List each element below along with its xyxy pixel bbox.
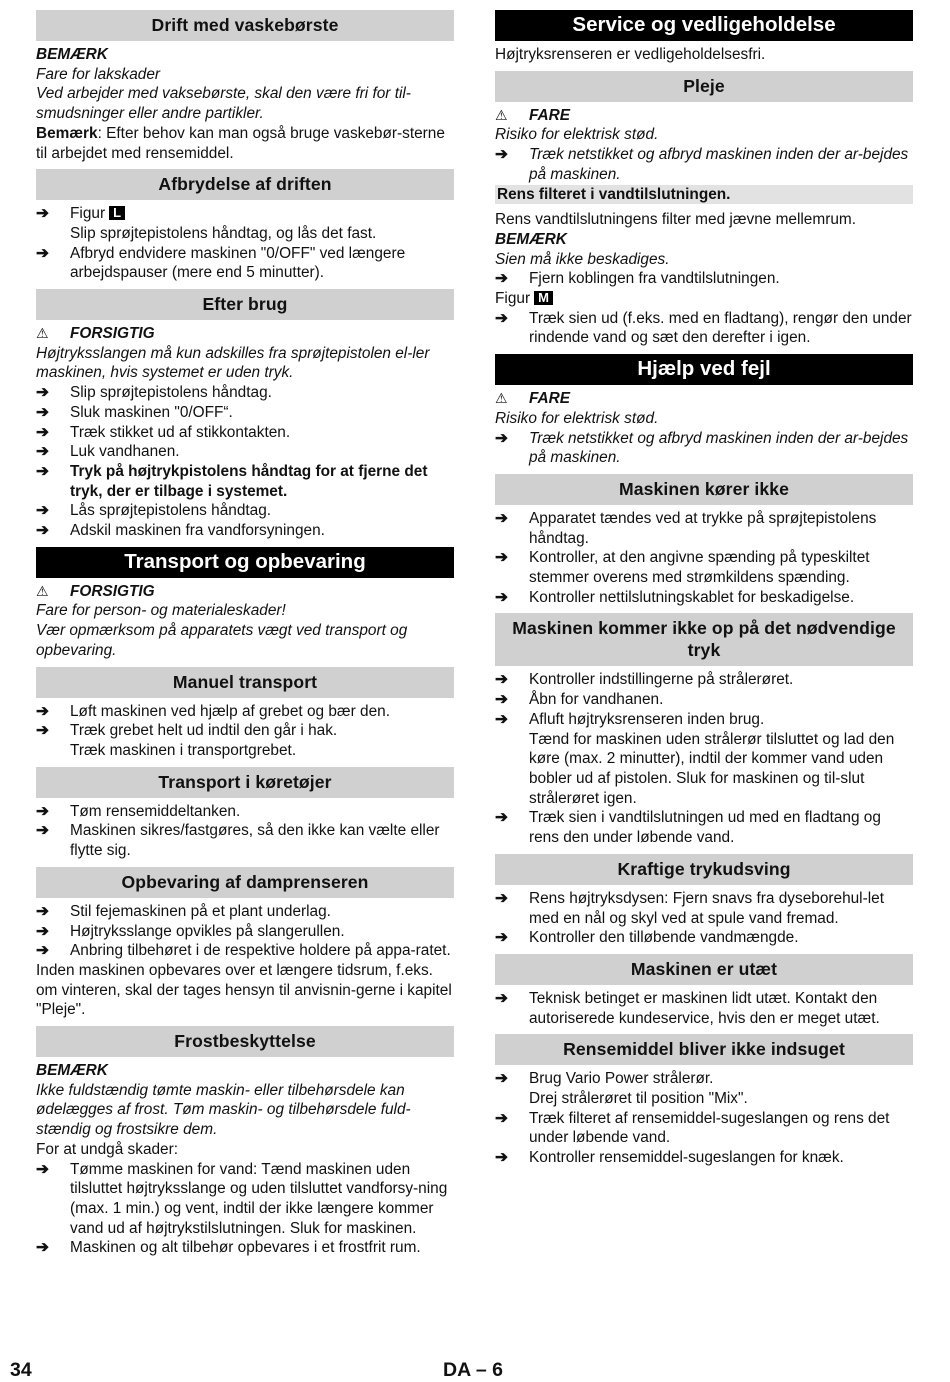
list-item: ➔ Luk vandhanen. [36, 443, 180, 461]
list-item: ➔ Løft maskinen ved hjælp af grebet og bær den. [36, 702, 390, 720]
heading-tryk: Maskinen kommer ikke op på det nødvendige tryk [495, 613, 913, 666]
heading-frostbeskyttelse: Frostbeskyttelse [36, 1026, 454, 1057]
warning-label: ⚠ FORSIGTIG [36, 582, 155, 600]
list-item: ➔ Adskil maskinen fra vandforsyningen. [36, 522, 325, 540]
arrow-right-icon: ➔ [36, 205, 49, 223]
heading-manuel-transport: Manuel transport [36, 667, 454, 698]
arrow-right-icon: ➔ [36, 384, 49, 402]
warning-text: Vær opmærksom på apparatets vægt ved transport og opbevaring. [36, 622, 408, 659]
warning-text: Risiko for elektrisk stød. [495, 126, 659, 144]
heading-drift: Drift med vaskebørste [36, 10, 454, 41]
arrow-right-icon: ➔ [495, 929, 508, 947]
arrow-right-icon: ➔ [495, 889, 508, 907]
arrow-right-icon: ➔ [36, 722, 49, 740]
arrow-right-icon: ➔ [495, 1109, 508, 1127]
heading-service: Service og vedligeholdelse [495, 10, 913, 41]
warning-text: Højtryksslangen må kun adskilles fra sprøjtepistolen el-ler maskinen, hvis systemet er uden tryk. [36, 344, 430, 382]
list-item: ➔ Fjern koblingen fra vandtilslutningen. [495, 270, 780, 288]
arrow-right-icon: ➔ [495, 1070, 508, 1088]
note-text: Ikke fuldstændig tømte maskin- eller tilbehørsdele kan ødelægges af frost. Tøm maskin- og tilbehørsdele fuld-stændig og frostsikre dem. [36, 1081, 411, 1139]
heading-hjaelp: Hjælp ved fejl [495, 354, 913, 385]
list-item: ➔ Åbn for vandhanen. [495, 691, 664, 709]
list-item: ➔ Træk grebet helt ud indtil den går i hak. Træk maskinen i transportgrebet. [36, 722, 338, 759]
arrow-right-icon: ➔ [36, 902, 49, 920]
note-label: BEMÆRK [36, 46, 108, 63]
list-item: ➔ Kontroller nettilslutningskablet for beskadigelse. [495, 588, 855, 606]
page-number: 34 [10, 1359, 32, 1381]
note-text: Ved arbejder med vaksebørste, skal den være fri for til-smudsninger eller andre partikler. [36, 85, 411, 123]
paragraph: Inden maskinen opbevares over et længere tidsrum, f.eks. om vinteren, skal der tages hensyn til anvisnin-gerne i kapitel "Pleje". [36, 961, 452, 1019]
page-code: DA – 6 [443, 1359, 503, 1381]
list-item: ➔ Stil fejemaskinen på et plant underlag. [36, 902, 331, 920]
arrow-right-icon: ➔ [495, 588, 508, 606]
arrow-right-icon: ➔ [495, 691, 508, 709]
left-column [36, 10, 454, 1258]
note-label: BEMÆRK [36, 1062, 108, 1080]
warning-label: ⚠ FORSIGTIG [36, 325, 155, 343]
list-item: ➔ Teknisk betinget er maskinen lidt utæt. Kontakt den autoriserede kundeservice, hvis den er meget utæt. [495, 989, 880, 1027]
arrow-right-icon: ➔ [36, 244, 49, 262]
paragraph: Bemærk: Efter behov kan man også bruge vaskebør-sterne til arbejdet med rensemiddel. [36, 124, 445, 162]
list-item: ➔ Træk sien ud (f.eks. med en fladtang), rengør den under rindende vand og sæt den derefter i igen. [495, 309, 912, 347]
arrow-right-icon: ➔ [495, 309, 508, 327]
arrow-right-icon: ➔ [495, 809, 508, 827]
arrow-right-icon: ➔ [495, 1149, 508, 1167]
list-item: ➔ Figur L Slip sprøjtepistolens håndtag, og lås det fast. [36, 205, 377, 242]
list-item: ➔ Kontroller indstillingerne på strålerøret. [495, 671, 794, 689]
figure-reference-badge: M [534, 291, 553, 305]
list-item: ➔ Tøm rensemiddeltanken. [36, 802, 241, 820]
heading-utaet: Maskinen er utæt [495, 954, 913, 985]
heading-opbevaring: Opbevaring af damprenseren [36, 867, 454, 898]
heading-koretojer: Transport i køretøjer [36, 767, 454, 798]
note-text: Sien må ikke beskadiges. [495, 250, 670, 268]
list-item: ➔ Sluk maskinen "0/OFF“. [36, 403, 233, 421]
list-item: ➔ Træk sien i vandtilslutningen ud med en fladtang og rens den under løbende vand. [495, 809, 881, 847]
arrow-right-icon: ➔ [495, 146, 508, 164]
list-item: ➔ Lås sprøjtepistolens håndtag. [36, 502, 272, 520]
arrow-right-icon: ➔ [36, 802, 49, 820]
heading-efter-brug: Efter brug [36, 289, 454, 320]
warning-text: Risiko for elektrisk stød. [495, 409, 659, 427]
list-item: ➔ Anbring tilbehøret i de respektive holdere på appa-ratet. [36, 942, 451, 960]
list-item: ➔ Kontroller, at den angivne spænding på typeskiltet stemmer overens med strømkildens spænding. [495, 549, 870, 587]
list-item: ➔ Træk stikket ud af stikkontakten. [36, 423, 291, 441]
list-item: ➔ Afluft højtryksrenseren inden brug. Tænd for maskinen uden strålerør tilsluttet og lad den køre (max. 2 minutter), indtil der kommer vand uden bobler ud af pistolen. Sluk for maskinen og til-slut strålerøret igen. [495, 710, 895, 807]
note-text: Fare for lakskader [36, 65, 161, 83]
arrow-right-icon: ➔ [36, 502, 49, 520]
arrow-right-icon: ➔ [36, 522, 49, 540]
note-label: BEMÆRK [495, 230, 567, 248]
arrow-right-icon: ➔ [495, 989, 508, 1007]
heading-kraftige: Kraftige trykudsving [495, 854, 913, 885]
arrow-right-icon: ➔ [36, 702, 49, 720]
paragraph: For at undgå skader: [36, 1140, 179, 1158]
warning-triangle-icon: ⚠ [36, 582, 49, 599]
warning-label: ⚠ FARE [495, 390, 571, 408]
list-item: ➔ Kontroller den tilløbende vandmængde. [495, 929, 799, 947]
arrow-right-icon: ➔ [36, 922, 49, 940]
arrow-right-icon: ➔ [495, 429, 508, 447]
arrow-right-icon: ➔ [36, 1160, 49, 1178]
warning-label: ⚠ FARE [495, 106, 571, 124]
list-item: ➔ Afbryd endvidere maskinen "0/OFF" ved længere arbejdspauser (mere end 5 minutter). [36, 244, 406, 282]
paragraph: Højtryksrenseren er vedligeholdelsesfri. [495, 46, 766, 63]
heading-pleje: Pleje [495, 71, 913, 102]
list-item: ➔ Højtryksslange opvikles på slangerullen. [36, 922, 345, 940]
list-item: ➔ Rens højtryksdysen: Fjern snavs fra dyseborehul-let med en nål og skyl ved at spule vand fremad. [495, 889, 884, 927]
warning-triangle-icon: ⚠ [495, 106, 508, 123]
arrow-right-icon: ➔ [36, 423, 49, 441]
figure-reference: Figur M [495, 289, 913, 309]
list-item: ➔ Apparatet tændes ved at trykke på sprøjtepistolens håndtag. [495, 509, 877, 547]
right-column [495, 10, 913, 1168]
arrow-right-icon: ➔ [36, 822, 49, 840]
list-item: ➔ Træk netstikket og afbryd maskinen inden der ar-bejdes på maskinen. [495, 146, 909, 183]
heading-transport: Transport og opbevaring [36, 547, 454, 578]
arrow-right-icon: ➔ [36, 443, 49, 461]
arrow-right-icon: ➔ [495, 509, 508, 527]
heading-rensemiddel: Rensemiddel bliver ikke indsuget [495, 1034, 913, 1065]
heading-rens-filteret: Rens filteret i vandtilslutningen. [495, 185, 913, 205]
list-item: ➔ Brug Vario Power strålerør. Drej strålerøret til position "Mix". [495, 1070, 748, 1108]
arrow-right-icon: ➔ [36, 1239, 49, 1257]
list-item: ➔ Tryk på højtrykpistolens håndtag for at fjerne det tryk, der er tilbage i systemet. [36, 462, 428, 500]
paragraph: Rens vandtilslutningens filter med jævne mellemrum. [495, 211, 856, 229]
arrow-right-icon: ➔ [495, 710, 508, 728]
arrow-right-icon: ➔ [495, 270, 508, 288]
list-item: ➔ Kontroller rensemiddel-sugeslangen for knæk. [495, 1149, 844, 1167]
list-item: ➔ Træk filteret af rensemiddel-sugeslangen og rens det under løbende vand. [495, 1109, 890, 1147]
heading-korer-ikke: Maskinen kører ikke [495, 474, 913, 505]
arrow-right-icon: ➔ [36, 403, 49, 421]
list-item: ➔ Tømme maskinen for vand: Tænd maskinen uden tilsluttet højtryksslange og uden tilsluttet vandforsy-ning (max. 1 min.) og vent, indtil der ikke længere kommer vand ud af højtrykstilslutningen. Sluk for maskinen. [36, 1160, 448, 1237]
warning-text: Fare for person- og materialeskader! [36, 602, 286, 620]
warning-triangle-icon: ⚠ [495, 390, 508, 407]
arrow-right-icon: ➔ [36, 462, 49, 480]
list-item: ➔ Træk netstikket og afbryd maskinen inden der ar-bejdes på maskinen. [495, 429, 909, 467]
list-item: ➔ Slip sprøjtepistolens håndtag. [36, 384, 272, 402]
list-item: ➔ Maskinen sikres/fastgøres, så den ikke kan vælte eller flytte sig. [36, 822, 440, 860]
warning-triangle-icon: ⚠ [36, 325, 49, 342]
figure-reference-badge: L [109, 206, 125, 220]
arrow-right-icon: ➔ [495, 549, 508, 567]
list-item: ➔ Maskinen og alt tilbehør opbevares i et frostfrit rum. [36, 1239, 421, 1257]
heading-afbrydelse: Afbrydelse af driften [36, 169, 454, 200]
arrow-right-icon: ➔ [495, 671, 508, 689]
arrow-right-icon: ➔ [36, 942, 49, 960]
